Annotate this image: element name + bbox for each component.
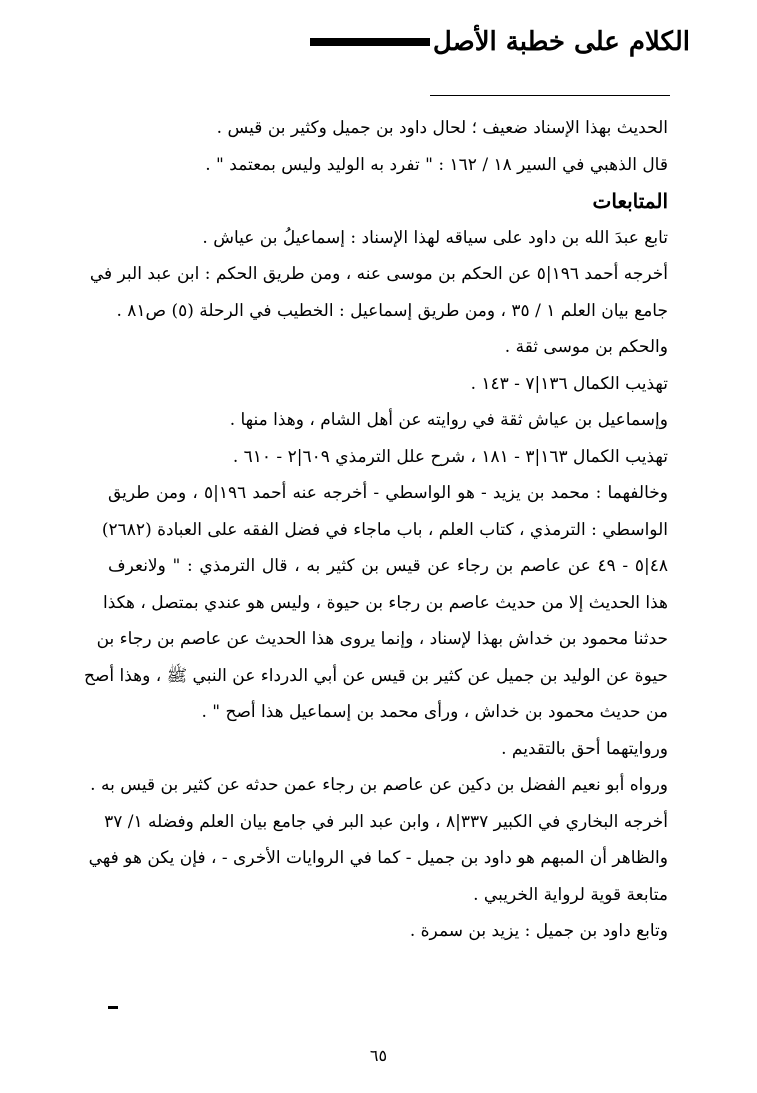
text-line: حدثنا محمود بن خداش بهذا لإسناد ، وإنما يروى هذا الحديث عن عاصم بن رجاء بن: [96, 629, 668, 649]
text-line: أخرجه البخاري في الكبير ٣٣٧|٨ ، وابن عبد البر في جامع بيان العلم وفضله ١/ ٣٧: [104, 811, 668, 832]
text-line: هذا الحديث إلا من حديث عاصم بن رجاء بن حيوة ، وليس هو عندي بمتصل ، هكذا: [103, 592, 668, 613]
text-line: الواسطي : الترمذي ، كتاب العلم ، باب ماجاء في فضل الفقه على العبادة (٢٦٨٢): [101, 519, 668, 540]
section-heading: المتابعات: [592, 189, 668, 213]
header-rule: [310, 38, 430, 46]
text-line: والحكم بن موسى ثقة .: [504, 337, 668, 357]
text-line: الحديث بهذا الإسناد ضعيف ؛ لحال داود بن جميل وكثير بن قيس .: [216, 118, 668, 138]
page-number: ٦٥: [369, 1046, 388, 1065]
text-line: تهذيب الكمال ١٣٦|٧ - ١٤٣ .: [470, 373, 668, 394]
text-line: وخالفهما : محمد بن يزيد - هو الواسطي - أخرجه عنه أحمد ١٩٦|٥ ، ومن طريق: [108, 483, 668, 503]
text-line: وروايتهما أحق بالتقديم .: [501, 738, 668, 759]
text-line: جامع بيان العلم ١ / ٣٥ ، ومن طريق إسماعيل : الخطيب في الرحلة (٥) ص٨١ .: [116, 300, 668, 321]
page-header: [100, 22, 690, 62]
page-title: الكلام على خطبة الأصل: [432, 27, 690, 57]
text-line: والظاهر أن المبهم هو داود بن جميل - كما في الروايات الأخرى - ، فإن يكن هو فهي: [88, 848, 668, 868]
body-text: [83, 110, 668, 950]
text-line: وإسماعيل بن عياش ثقة في روايته عن أهل الشام ، وهذا منها .: [229, 410, 668, 430]
text-line: ٤٨|٥ - ٤٩ عن عاصم بن رجاء عن قيس بن كثير به ، قال الترمذي : " ولانعرف: [108, 556, 668, 576]
top-divider: [430, 95, 670, 96]
text-line: حيوة عن الوليد بن جميل عن كثير بن قيس عن أبي الدرداء عن النبي ﷺ ، وهذا أصح: [83, 665, 668, 686]
text-line: من حديث محمود بن خداش ، ورأى محمد بن إسماعيل هذا أصح " .: [201, 702, 668, 722]
text-line: وتابع داود بن جميل : يزيد بن سمرة .: [409, 921, 668, 941]
dash-mark: [108, 1006, 118, 1009]
text-line: متابعة قوية لرواية الخريبي .: [473, 884, 668, 905]
text-line: أخرجه أحمد ١٩٦|٥ عن الحكم بن موسى عنه ، ومن طريق الحكم : ابن عبد البر في: [89, 264, 668, 284]
text-line: تابع عبدَ الله بن داود على سياقه لهذا الإسناد : إسماعيلُ بن عياش .: [202, 227, 668, 248]
text-line: تهذيب الكمال ١٦٣|٣ - ١٨١ ، شرح علل الترمذي ٦٠٩|٢ - ٦١٠ .: [232, 446, 668, 467]
text-line: قال الذهبي في السير ١٨ / ١٦٢ : " تفرد به الوليد وليس بمعتمد " .: [205, 154, 668, 175]
text-line: ورواه أبو نعيم الفضل بن دكين عن عاصم بن رجاء عمن حدثه عن كثير بن قيس به .: [90, 775, 668, 795]
